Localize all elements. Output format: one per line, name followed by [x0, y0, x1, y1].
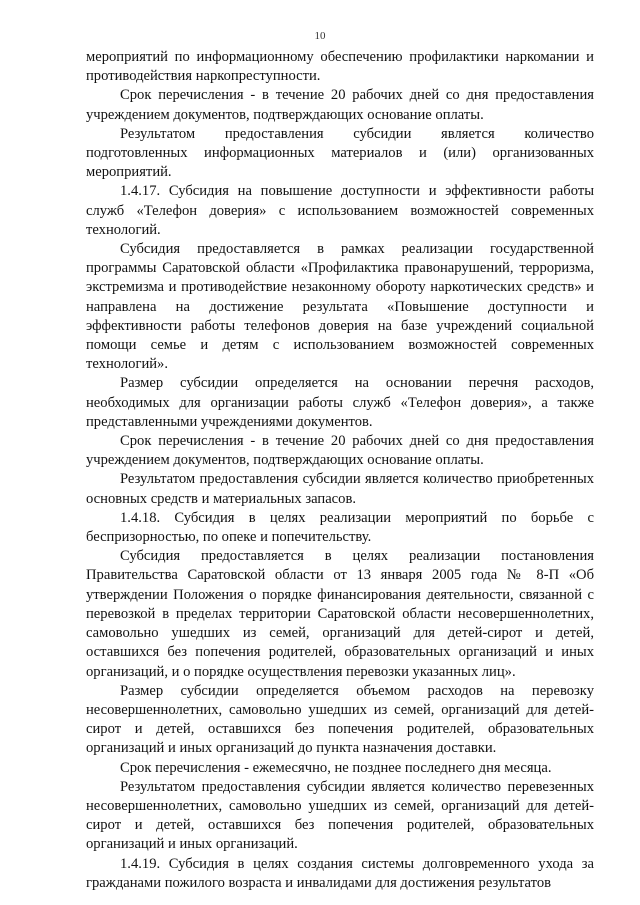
paragraph: Результатом предоставления субсидии является количество подготовленных информационных материалов и (или) организованных мероприятий.	[86, 125, 594, 181]
paragraph: Результатом предоставления субсидии является количество приобретенных основных средств и материальных запасов.	[86, 471, 594, 507]
paragraph: Размер субсидии определяется на основании перечня расходов, необходимых для организации работы служб «Телефон доверия», а также представленными учреждениями документов.	[86, 375, 594, 430]
section-heading-1-4-18: 1.4.18. Субсидия в целях реализации мероприятий по борьбе с беспризорностью, по опеке и попечительству.	[86, 509, 594, 546]
section-heading-1-4-17: 1.4.17. Субсидия на повышение доступности и эффективности работы служб «Телефон доверия» с использованием возможностей современных технологий.	[86, 183, 594, 238]
document-body	[86, 48, 594, 893]
paragraph: Субсидия предоставляется в целях реализации постановления Правительства Саратовской области от 13 января 2005 года № 8-П «Об утверждении Положения о порядке финансирования деятельности, связанной с перевозкой в пределах территории Саратовской области несовершеннолетних, самовольно ушедших из семей, организаций для детей-сирот и детей, оставшихся без попечения родителей, образовательных организаций и иных организаций, и о порядке осуществления перевозки указанных лиц».	[86, 548, 594, 680]
page-number: 10	[314, 30, 326, 42]
paragraph: Результатом предоставления субсидии является количество перевезенных несовершеннолетних, самовольно ушедших из семей, организаций для детей-сирот и детей, оставшихся без попечения родителей, образовательных организаций и иных организаций.	[86, 778, 594, 853]
section-heading-1-4-19: 1.4.19. Субсидия в целях создания системы долговременного ухода за гражданами пожилого возраста и инвалидами для достижения результатов	[86, 855, 594, 891]
paragraph: Срок перечисления - в течение 20 рабочих дней со дня предоставления учреждением документов, подтверждающих основание оплаты.	[86, 87, 594, 123]
paragraph: Срок перечисления - в течение 20 рабочих дней со дня предоставления учреждением документов, подтверждающих основание оплаты.	[86, 433, 594, 469]
paragraph: Срок перечисления - ежемесячно, не позднее последнего дня месяца.	[120, 759, 552, 776]
paragraph: Субсидия предоставляется в рамках реализации государственной программы Саратовской области «Профилактика правонарушений, терроризма, экстремизма и противодействие незаконному обороту наркотических средств» и направлена на достижение результата «Повышение доступности и эффективности работы телефонов доверия на базе учреждений социальной помощи семье и детям с использованием возможностей современных технологий».	[86, 241, 594, 373]
paragraph: мероприятий по информационному обеспечению профилактики наркомании и противодействия наркопреступности.	[86, 49, 594, 85]
paragraph: Размер субсидии определяется объемом расходов на перевозку несовершеннолетних, самовольно ушедших из семей, организаций для детей-сирот и детей, оставшихся без попечения родителей, образовательных организаций и иных организаций до пункта назначения доставки.	[86, 682, 594, 757]
